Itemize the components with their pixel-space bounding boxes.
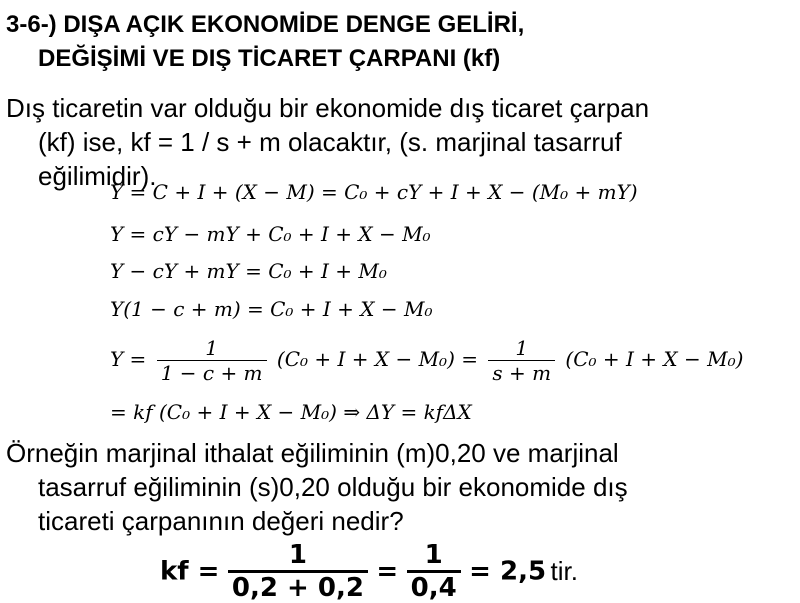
example-line-3: ticareti çarpanının değeri nedir?	[38, 506, 404, 536]
eq5-f2-denominator: s + m	[488, 360, 555, 385]
answer-equals: =	[376, 556, 399, 587]
equation-5	[110, 336, 743, 385]
eq5-rhs: (C₀ + I + X − M₀)	[565, 347, 744, 371]
answer-suffix: tir.	[550, 556, 578, 586]
equation-4: Y(1 − c + m) = C₀ + I + X − M₀	[110, 297, 433, 321]
equation-2: Y = cY − mY + C₀ + I + X − M₀	[110, 222, 431, 246]
slide-title	[6, 8, 524, 76]
answer-fraction-2	[407, 540, 461, 603]
answer-f1-denominator: 0,2 + 0,2	[228, 570, 368, 603]
title-line-2: DEĞİŞİMİ VE DIŞ TİCARET ÇARPANI (kf)	[38, 45, 501, 72]
eq5-f1-denominator: 1 − c + m	[157, 360, 267, 385]
answer-lhs: kf =	[160, 556, 220, 587]
answer-f2-numerator: 1	[424, 540, 443, 570]
eq5-fraction-1	[157, 336, 267, 385]
intro-line-2: (kf) ise, kf = 1 / s + m olacaktır, (s. marjinal tasarruf	[38, 127, 622, 157]
intro-line-1: Dış ticaretin var olduğu bir ekonomide dış ticaret çarpan	[6, 93, 650, 123]
intro-paragraph	[6, 91, 649, 193]
example-line-2: tasarruf eğiliminin (s)0,20 olduğu bir ekonomide dış	[38, 472, 628, 502]
eq5-fraction-2	[488, 336, 555, 385]
intro-line-3: eğilimidir).	[38, 161, 157, 191]
equation-1: Y = C + I + (X − M) = C₀ + cY + I + X − (M₀ + mY)	[110, 180, 638, 204]
example-line-1: Örneğin marjinal ithalat eğiliminin (m)0,20 ve marjinal	[6, 438, 619, 468]
answer-fraction-1	[228, 540, 368, 603]
eq5-lhs: Y =	[110, 347, 147, 371]
eq5-f1-numerator: 1	[205, 336, 218, 360]
answer-f1-numerator: 1	[288, 540, 307, 570]
equation-3: Y − cY + mY = C₀ + I + M₀	[110, 259, 387, 283]
eq5-middle: (C₀ + I + X − M₀) =	[276, 347, 478, 371]
equation-6: = kf (C₀ + I + X − M₀) ⇒ ΔY = kfΔX	[110, 400, 472, 424]
answer-formula	[160, 540, 578, 603]
answer-f2-denominator: 0,4	[407, 570, 461, 603]
title-line-1: 3-6-) DIŞA AÇIK EKONOMİDE DENGE GELİRİ,	[6, 11, 525, 38]
eq5-f2-numerator: 1	[515, 336, 529, 360]
example-paragraph	[6, 436, 628, 538]
answer-result: = 2,5	[469, 556, 547, 587]
